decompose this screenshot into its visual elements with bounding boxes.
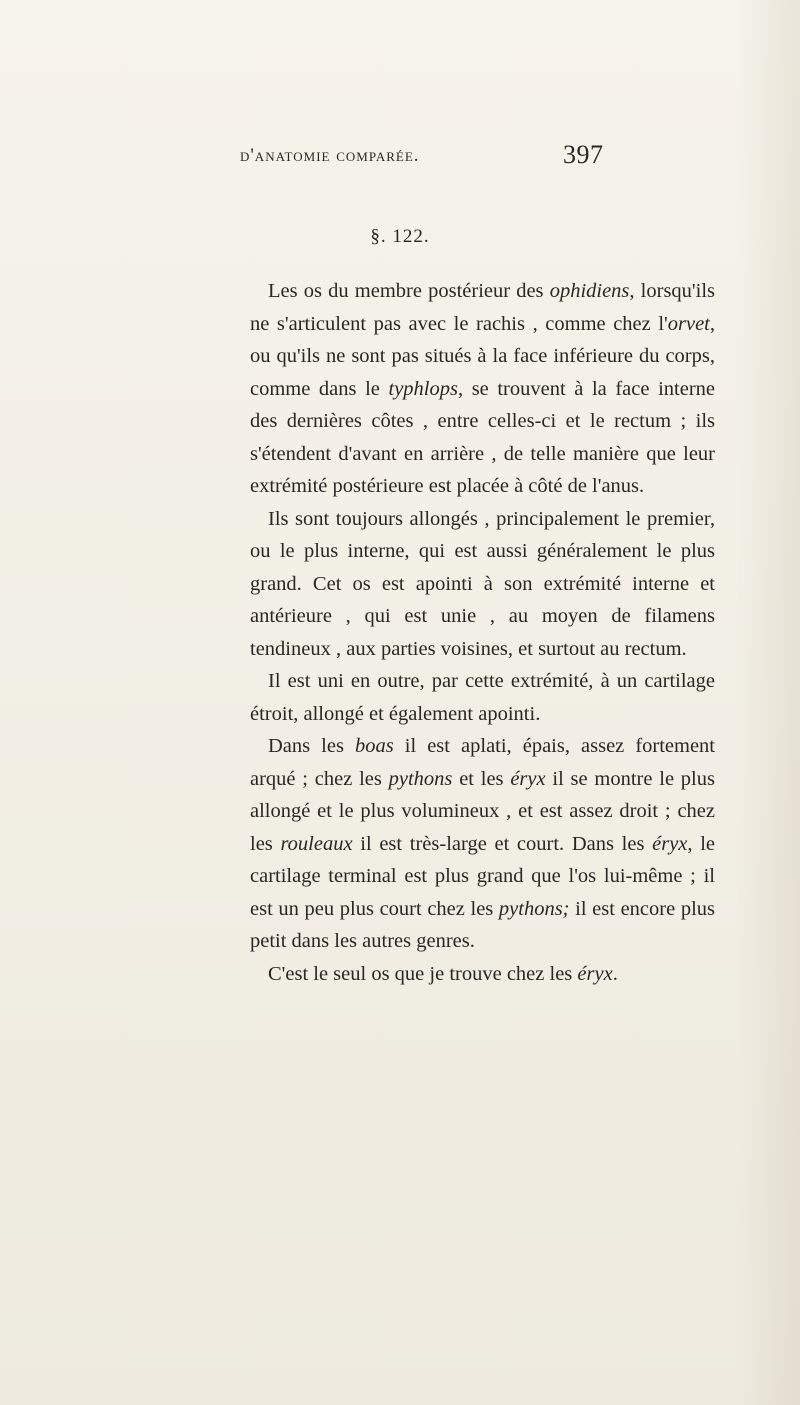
text-run: il est encore plus petit dans les autres genres. (250, 897, 715, 952)
italic-term: éryx (652, 832, 688, 855)
page-number: 397 (563, 140, 604, 169)
italic-term: éryx (577, 962, 613, 985)
text-run: Ils sont toujours allongés , principalement le premier, ou le plus interne, qui est aussi généralement le plus grand. Cet os est apointi à son extrémité interne et antérieure , qui est unie , au moyen de filamens tendineux , aux parties voisines, et surtout au rectum. (250, 507, 715, 660)
italic-term: pythons; (498, 897, 570, 920)
text-run: C'est le seul os que je trouve chez les (268, 962, 578, 985)
italic-term: orvet (667, 312, 710, 335)
text-run: , lorsqu'ils ne s'articulent pas avec le rachis , comme chez l' (250, 280, 715, 335)
paragraph (250, 958, 715, 991)
text-run: , ou qu'ils ne sont pas situés à la face inférieure du corps, comme dans le (250, 312, 715, 400)
text-run: Les os du membre postérieur des (268, 280, 550, 302)
text-run: . (612, 962, 618, 985)
text-run: , le cartilage terminal est plus grand que l'os lui-même ; il est un peu plus court chez les (250, 832, 716, 920)
italic-term: typhlops (388, 377, 458, 400)
running-title: d'anatomie comparée. (240, 145, 420, 166)
italic-term: rouleaux (280, 832, 353, 855)
text-run: Il est uni en outre, par cette extrémité, à un cartilage étroit, allongé et également apointi. (250, 670, 715, 725)
section-heading: §. 122. (370, 226, 430, 247)
body-text (250, 275, 715, 990)
italic-term: boas (355, 735, 394, 757)
text-run: et les (452, 767, 511, 790)
italic-term: pythons (388, 767, 453, 790)
text-run: il est très-large et court. Dans les (352, 832, 653, 855)
paragraph (250, 665, 715, 730)
italic-term: ophidiens (549, 280, 630, 302)
text-run: , se trouvent à la face interne des dernières côtes , entre celles-ci et le rectum ; ils s'étendent d'avant en arrière , de telle manière que leur extrémité postérieure est placée à côté de l'anus. (250, 377, 715, 497)
paragraph (250, 275, 715, 503)
text-run: il se montre le plus allongé et le plus volumineux , et est assez droit ; chez les (250, 767, 715, 855)
paragraph (250, 730, 715, 958)
page-header (0, 140, 800, 180)
text-run: Dans les (268, 735, 355, 757)
italic-term: éryx (510, 767, 546, 790)
text-run: il est aplati, épais, assez fortement arqué ; chez les (250, 735, 716, 790)
paragraph (250, 503, 715, 666)
